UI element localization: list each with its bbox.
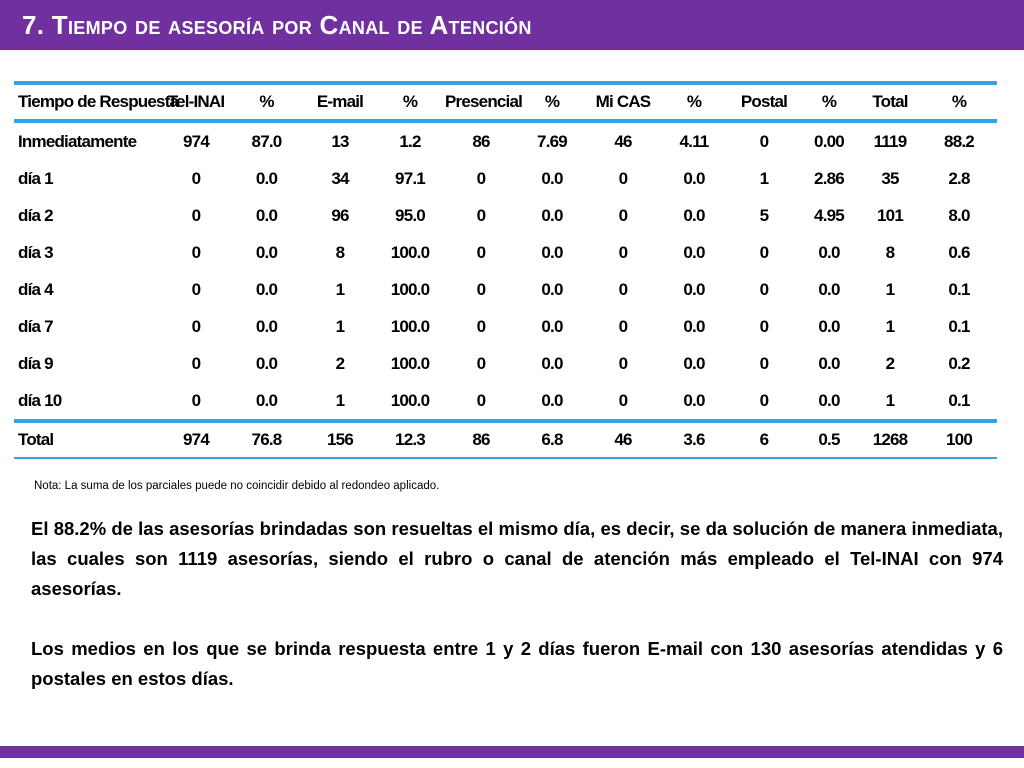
table-cell: 0.0 bbox=[541, 168, 563, 188]
column-header: % bbox=[659, 83, 729, 121]
total-cell: 974 bbox=[164, 421, 228, 458]
table-row bbox=[14, 234, 997, 271]
table-cell: 0 bbox=[618, 353, 628, 373]
table-cell: 0.0 bbox=[255, 353, 278, 373]
table-cell: 0 bbox=[618, 242, 628, 262]
table-cell: 974 bbox=[183, 131, 209, 151]
table-cell: 1 bbox=[885, 316, 895, 336]
table-cell: 0.0 bbox=[255, 390, 278, 410]
table-row bbox=[14, 271, 997, 308]
row-label-cell: día 1 bbox=[18, 168, 53, 188]
table-cell: 1 bbox=[335, 279, 345, 299]
table-cell: 5 bbox=[759, 205, 769, 225]
table-cell: 0.00 bbox=[814, 131, 844, 151]
table-cell: 86 bbox=[472, 131, 490, 151]
total-cell: 6.8 bbox=[517, 421, 587, 458]
row-label-cell: Inmediatamente bbox=[18, 131, 137, 151]
table-cell: 0 bbox=[759, 242, 769, 262]
table-cell: 0.0 bbox=[683, 168, 705, 188]
table-cell: 0 bbox=[476, 353, 486, 373]
slide-title: 7. Tiempo de asesoría por Canal de Atención bbox=[22, 10, 532, 40]
footnote: Nota: La suma de los parciales puede no coincidir debido al redondeo aplicado. bbox=[34, 480, 440, 492]
table-cell: 0.0 bbox=[541, 205, 563, 225]
table-cell: 0.0 bbox=[683, 205, 705, 225]
table-cell: 87.0 bbox=[251, 131, 282, 151]
column-header: Mi CAS bbox=[587, 83, 659, 121]
table-cell: 0.0 bbox=[683, 242, 705, 262]
table-cell: 0 bbox=[759, 353, 769, 373]
table-cell: 0.0 bbox=[818, 242, 840, 262]
total-cell: 6 bbox=[729, 421, 799, 458]
table-cell: 0.1 bbox=[948, 390, 970, 410]
table-cell: 13 bbox=[331, 131, 349, 151]
response-time-table bbox=[14, 81, 997, 459]
table-cell: 100.0 bbox=[390, 390, 430, 410]
table-cell: 0.0 bbox=[255, 205, 278, 225]
table-cell: 0 bbox=[476, 316, 486, 336]
table-cell: 0 bbox=[618, 168, 628, 188]
table-cell: 0 bbox=[476, 242, 486, 262]
table-row bbox=[14, 345, 997, 382]
table-cell: 8 bbox=[335, 242, 345, 262]
table-cell: 0 bbox=[759, 131, 769, 151]
table-cell: 46 bbox=[614, 131, 632, 151]
table-cell: 0.0 bbox=[255, 242, 278, 262]
table-cell: 0.0 bbox=[255, 316, 278, 336]
table-cell: 0 bbox=[476, 205, 486, 225]
table-header-row bbox=[14, 83, 997, 121]
row-label-cell: día 4 bbox=[18, 279, 53, 299]
table-cell: 8.0 bbox=[948, 205, 970, 225]
row-label-cell: día 2 bbox=[18, 205, 53, 225]
table-cell: 0.0 bbox=[683, 353, 705, 373]
table-cell: 0.1 bbox=[948, 316, 970, 336]
table-cell: 0.6 bbox=[948, 242, 970, 262]
table-cell: 0 bbox=[191, 353, 201, 373]
table-row bbox=[14, 382, 997, 421]
table-cell: 100.0 bbox=[390, 242, 430, 262]
table-cell: 101 bbox=[877, 205, 903, 225]
table-cell: 35 bbox=[881, 168, 899, 188]
column-header: % bbox=[921, 83, 997, 121]
table-cell: 100.0 bbox=[390, 279, 430, 299]
table-row bbox=[14, 160, 997, 197]
column-header: Total bbox=[859, 83, 921, 121]
table-cell: 0.0 bbox=[541, 242, 563, 262]
table-cell: 0 bbox=[191, 242, 201, 262]
table-cell: 88.2 bbox=[944, 131, 974, 151]
total-cell: 86 bbox=[445, 421, 517, 458]
table-cell: 4.95 bbox=[814, 205, 844, 225]
table-cell: 8 bbox=[885, 242, 895, 262]
table-cell: 1 bbox=[885, 279, 895, 299]
table-cell: 2 bbox=[335, 353, 345, 373]
column-header: % bbox=[799, 83, 859, 121]
table-cell: 100.0 bbox=[390, 353, 430, 373]
footer-bar bbox=[0, 746, 1024, 758]
column-header: E-mail bbox=[305, 83, 375, 121]
table-cell: 95.0 bbox=[395, 205, 425, 225]
table-cell: 1 bbox=[335, 316, 345, 336]
table-cell: 1.2 bbox=[399, 131, 421, 151]
table-cell: 0 bbox=[759, 279, 769, 299]
table-cell: 1119 bbox=[873, 131, 907, 151]
total-cell: 0.5 bbox=[799, 421, 859, 458]
table-cell: 0.0 bbox=[541, 279, 563, 299]
total-cell: 12.3 bbox=[375, 421, 445, 458]
table-cell: 0 bbox=[618, 390, 628, 410]
table-cell: 0 bbox=[618, 279, 628, 299]
table-cell: 1 bbox=[759, 168, 769, 188]
row-label-cell: día 10 bbox=[18, 390, 62, 410]
table-body bbox=[14, 121, 997, 421]
table-cell: 0 bbox=[618, 316, 628, 336]
table-cell: 0.0 bbox=[255, 279, 278, 299]
table-cell: 7.69 bbox=[537, 131, 567, 151]
table-row bbox=[14, 197, 997, 234]
table-cell: 0.0 bbox=[541, 353, 563, 373]
table-cell: 0 bbox=[476, 168, 486, 188]
summary-paragraph-2: Los medios en los que se brinda respuesta entre 1 y 2 días fueron E-mail con 130 asesorías atendidas y 6 postales en estos días. bbox=[31, 638, 1003, 689]
table-cell: 0.0 bbox=[683, 316, 705, 336]
table-row bbox=[14, 121, 997, 160]
table-cell: 0 bbox=[476, 279, 486, 299]
row-label-cell: día 3 bbox=[18, 242, 53, 262]
table-cell: 0 bbox=[759, 390, 769, 410]
total-cell: 76.8 bbox=[228, 421, 305, 458]
table-cell: 34 bbox=[331, 168, 349, 188]
row-label-cell: día 9 bbox=[18, 353, 53, 373]
table-cell: 0.0 bbox=[818, 316, 840, 336]
table-cell: 0.0 bbox=[255, 168, 278, 188]
column-header: Tiempo de Respuesta bbox=[14, 83, 164, 121]
column-header: % bbox=[228, 83, 305, 121]
table-cell: 0 bbox=[191, 390, 201, 410]
table-cell: 0.0 bbox=[541, 390, 563, 410]
table-cell: 2.8 bbox=[948, 168, 970, 188]
table-cell: 0.0 bbox=[818, 353, 840, 373]
table-cell: 96 bbox=[331, 205, 349, 225]
total-label-cell: Total bbox=[14, 421, 164, 458]
table-cell: 1 bbox=[885, 390, 895, 410]
column-header: Postal bbox=[729, 83, 799, 121]
table-cell: 2 bbox=[885, 353, 895, 373]
table-cell: 0 bbox=[191, 279, 201, 299]
table-cell: 0.0 bbox=[683, 279, 705, 299]
title-bar bbox=[0, 0, 1024, 50]
table-cell: 0 bbox=[191, 316, 201, 336]
summary-paragraph-1: El 88.2% de las asesorías brindadas son resueltas el mismo día, es decir, se da solución de manera inmediata, las cuales son 1119 asesorías, siendo el rubro o canal de atención más empleado el Tel-INAI con 974 asesorías. bbox=[31, 518, 1003, 599]
table-cell: 0.0 bbox=[683, 390, 705, 410]
table-cell: 0 bbox=[759, 316, 769, 336]
column-header: Tel-INAI bbox=[164, 83, 228, 121]
table-cell: 0.0 bbox=[818, 279, 840, 299]
table-total-row bbox=[14, 421, 997, 458]
table-cell: 0 bbox=[191, 205, 201, 225]
table-cell: 4.11 bbox=[679, 131, 709, 151]
row-label-cell: día 7 bbox=[18, 316, 53, 336]
table-cell: 0.1 bbox=[948, 279, 970, 299]
table-cell: 0.0 bbox=[541, 316, 563, 336]
total-cell: 46 bbox=[587, 421, 659, 458]
table-cell: 0 bbox=[191, 168, 201, 188]
table-cell: 1 bbox=[335, 390, 345, 410]
table-cell: 0.0 bbox=[818, 390, 840, 410]
total-cell: 3.6 bbox=[659, 421, 729, 458]
table-cell: 0.2 bbox=[948, 353, 970, 373]
total-cell: 100 bbox=[921, 421, 997, 458]
column-header: Presencial bbox=[445, 83, 517, 121]
table-cell: 0 bbox=[476, 390, 486, 410]
table-row bbox=[14, 308, 997, 345]
total-cell: 156 bbox=[305, 421, 375, 458]
table-cell: 2.86 bbox=[814, 168, 844, 188]
column-header: % bbox=[517, 83, 587, 121]
table-cell: 100.0 bbox=[390, 316, 430, 336]
table-cell: 97.1 bbox=[395, 168, 425, 188]
table-cell: 0 bbox=[618, 205, 628, 225]
total-cell: 1268 bbox=[859, 421, 921, 458]
column-header: % bbox=[375, 83, 445, 121]
